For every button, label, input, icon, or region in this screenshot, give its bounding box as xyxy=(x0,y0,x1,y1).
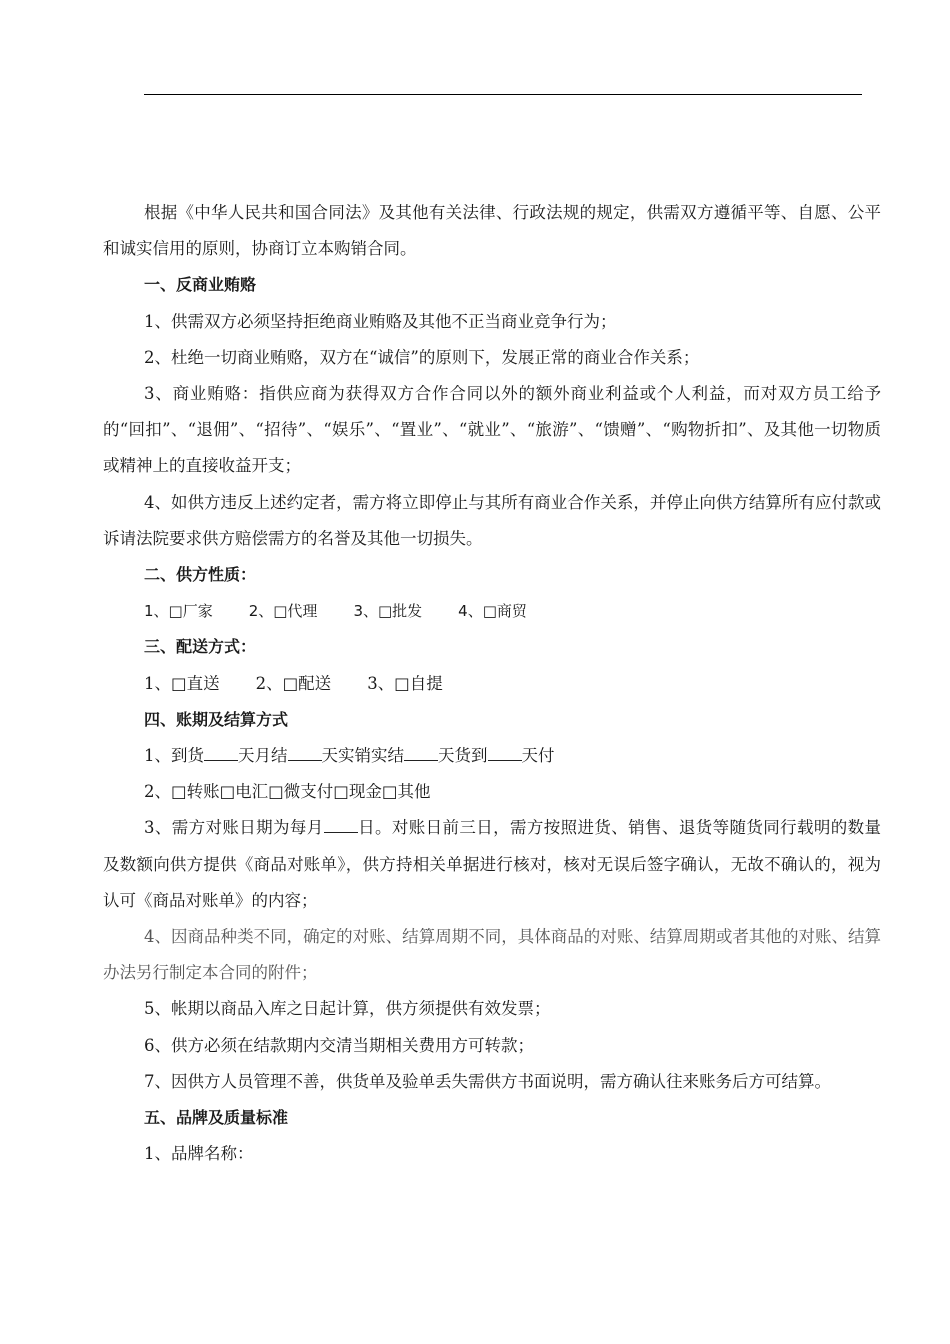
option-manufacturer[interactable]: 1、□厂家 xyxy=(144,602,213,621)
text-fragment: 3、需方对账日期为每月 xyxy=(144,818,324,838)
text-fragment: 天货到 xyxy=(438,746,488,766)
section-heading-brand-quality: 五、品牌及质量标准 xyxy=(144,1108,289,1128)
blank-field[interactable] xyxy=(324,818,358,833)
blank-field[interactable] xyxy=(404,746,438,761)
clause-4-4: 4、因商品种类不同，确定的对账、结算周期不同，具体商品的对账、结算周期或者其他的对账、结算办法另行制定本合同的附件； xyxy=(103,927,881,983)
clause-4-7: 7、因供方人员管理不善，供货单及验单丢失需供方书面说明，需方确认往来账务后方可结算。 xyxy=(144,1071,831,1091)
blank-field[interactable] xyxy=(488,746,522,761)
clause-1-1: 1、供需双方必须坚持拒绝商业贿赂及其他不正当商业竞争行为； xyxy=(144,311,617,331)
contract-body xyxy=(103,195,881,1172)
blank-field[interactable] xyxy=(204,746,238,761)
header-rule xyxy=(144,94,862,95)
section-heading-supplier-type: 二、供方性质： xyxy=(144,565,257,585)
option-trading[interactable]: 4、□商贸 xyxy=(458,602,527,621)
option-self-pickup[interactable]: 3、□自提 xyxy=(367,673,443,693)
clause-1-4: 4、如供方违反上述约定者，需方将立即停止与其所有商业合作关系，并停止向供方结算所有应付款或诉请法院要求供方赔偿需方的名誉及其他一切损失。 xyxy=(103,492,881,548)
clause-5-1: 1、品牌名称： xyxy=(144,1144,254,1164)
text-fragment: 天月结 xyxy=(238,746,288,766)
clause-4-5: 5、帐期以商品入库之日起计算，供方须提供有效发票； xyxy=(144,999,551,1019)
clause-4-1 xyxy=(103,738,881,774)
option-distribution[interactable]: 2、□配送 xyxy=(255,673,332,693)
option-wholesale[interactable]: 3、□批发 xyxy=(353,602,423,621)
option-direct[interactable]: 1、□直送 xyxy=(144,673,220,693)
text-fragment: 1、到货 xyxy=(144,746,204,766)
clause-4-6: 6、供方必须在结款期内交清当期相关费用方可转款； xyxy=(144,1035,534,1055)
option-agent[interactable]: 2、□代理 xyxy=(248,602,318,621)
clause-4-3 xyxy=(103,810,881,919)
section-heading-delivery: 三、配送方式： xyxy=(144,637,257,657)
clause-1-3: 3、商业贿赂：指供应商为获得双方合作合同以外的额外商业利益或个人利益，而对双方员工给予的“回扣”、“退佣”、“招待”、“娱乐”、“置业”、“就业”、“旅游”、“馈赠”、“购物折扣”、及其他一切物质或精神上的直接收益开支； xyxy=(103,384,881,476)
clause-1-2: 2、杜绝一切商业贿赂，双方在“诚信”的原则下，发展正常的商业合作关系； xyxy=(144,347,700,367)
supplier-type-options xyxy=(103,593,881,629)
clause-4-2: 2、□转账□电汇□微支付□现金□其他 xyxy=(144,782,431,802)
blank-field[interactable] xyxy=(288,746,322,761)
text-fragment: 天付 xyxy=(521,746,555,766)
section-heading-anti-bribery: 一、反商业贿赂 xyxy=(144,275,257,295)
text-fragment: 天实销实结 xyxy=(321,746,404,766)
text-fragment: 日。对账日前三日，需方按照进货、销售、退货等随货同行载明的数量及数额向供方提供《商品对账单》，供方持相关单据进行核对，核对无误后签字确认，无故不确认的，视为认可《商品对账单》的内容； xyxy=(103,818,882,910)
intro-paragraph: 根据《中华人民共和国合同法》及其他有关法律、行政法规的规定，供需双方遵循平等、自愿、公平和诚实信用的原则，协商订立本购销合同。 xyxy=(103,203,881,259)
delivery-options xyxy=(103,666,881,702)
section-heading-settlement: 四、账期及结算方式 xyxy=(144,709,289,729)
